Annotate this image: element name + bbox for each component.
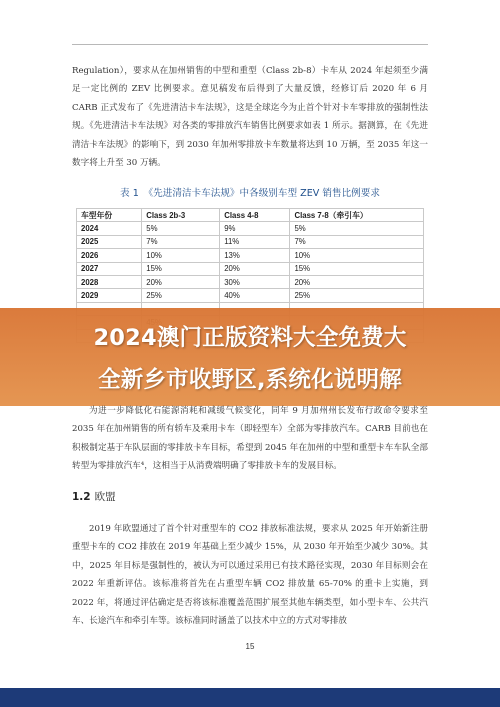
table-cell: 5% (142, 222, 220, 235)
table-cell: 25% (142, 289, 220, 302)
table-cell: 11% (220, 235, 290, 248)
paragraph-text: 为进一步降低化石能源消耗和减缓气候变化，同年 9 月加州州长发布行政命令要求至 2035 年在加州销售的所有轿车及乘用卡车（即轻型车）全部为零排放汽车。CARB 目前也在积极制定基于车队层面的零排放卡车目标，希望到 2045 年在加州的中型和重型卡车车队全部转型为零排放汽车⁴，这相当于从消费端明确了零排放卡车的发展目标。 (72, 406, 428, 472)
header-class-4-8: Class 4-8 (220, 209, 290, 222)
table-caption: 表 1 《先进清洁卡车法规》中各级别车型 ZEV 销售比例要求 (120, 188, 380, 199)
paragraph-executive-order (72, 402, 428, 476)
table-cell: 2027 (77, 262, 142, 275)
header-model-year: 车型年份 (77, 209, 142, 222)
table-cell: 2029 (77, 289, 142, 302)
table-cell: 2028 (77, 275, 142, 288)
table-cell: 30% (220, 275, 290, 288)
footer-bar (0, 688, 500, 707)
table-row (77, 275, 424, 288)
header-class-2b-3: Class 2b-3 (142, 209, 220, 222)
table-cell: 15% (290, 262, 424, 275)
paragraph-text: 2019 年欧盟通过了首个针对重型车的 CO2 排放标准法规，要求从 2025 年开始新注册重型卡车的 CO2 排放在 2019 年基础上至少减少 15%，从 2030 年开始至少减少 30%。其中，2025 年目标是强制性的，被认为可以通过采用已有技术路径实现，2030 年目标则会在 2022 年重新评估。该标准将首先在占重型车辆 CO2 排放量 65-70% 的重卡上实施，到 2022 年，将通过评估确定是否将该标准覆盖范围扩展至其他车辆类型，如小型卡车、公共汽车、长途汽车和牵引车等。该标准同时涵盖了以技术中立的方式对零排放 (72, 524, 428, 627)
section-number: 1.2 (72, 491, 91, 503)
table-cell: 15% (142, 262, 220, 275)
table-cell: 2025 (77, 235, 142, 248)
table-cell: 2024 (77, 222, 142, 235)
paragraph-text: Regulation），要求从在加州销售的中型和重型（Class 2b-8）卡车从 2024 年起须至少满足一定比例的 ZEV 比例要求。意见稿发布后得到了大量反馈，经修订后 2020 年 6 月 CARB 正式发布了《先进清洁卡车法规》，这是全球迄今为止首个针对卡车零排放的强制性法规。《先进清洁卡车法规》对各类的零排放汽车销售比例要求如表 1 所示。据测算，在《先进清洁卡车法规》的影响下，到 2030 年加州零排放卡车数量将达到 10 万辆，至 2035 年这一数字将上升至 30 万辆。 (72, 66, 428, 169)
banner-title-line-2: 全新乡市收野区,系统化说明解 (98, 367, 402, 393)
table-cell: 9% (220, 222, 290, 235)
table-cell: 20% (220, 262, 290, 275)
table-cell: 7% (142, 235, 220, 248)
table-row (77, 289, 424, 302)
header-rule (72, 44, 428, 45)
table-cell: 10% (142, 249, 220, 262)
section-heading (72, 489, 116, 504)
paragraph-eu-standard (72, 520, 428, 630)
banner-title-line-1: 2024澳门正版资料大全免费大 (93, 325, 407, 351)
overlay-banner (0, 308, 500, 406)
table-cell: 7% (290, 235, 424, 248)
table-cell: 20% (142, 275, 220, 288)
table-cell: 25% (290, 289, 424, 302)
table-row (77, 262, 424, 275)
header-class-7-8-tractor: Class 7-8（牵引车） (290, 209, 424, 222)
table-row (77, 222, 424, 235)
paragraph-regulation (72, 62, 428, 172)
table-cell: 2026 (77, 249, 142, 262)
table-row (77, 235, 424, 248)
table-cell: 40% (220, 289, 290, 302)
table-cell: 5% (290, 222, 424, 235)
page-number: 15 (245, 642, 255, 651)
section-title: 欧盟 (94, 491, 116, 503)
table-cell: 10% (290, 249, 424, 262)
table-cell: 20% (290, 275, 424, 288)
table-header-row (77, 209, 424, 222)
table-cell: 13% (220, 249, 290, 262)
table-row (77, 249, 424, 262)
